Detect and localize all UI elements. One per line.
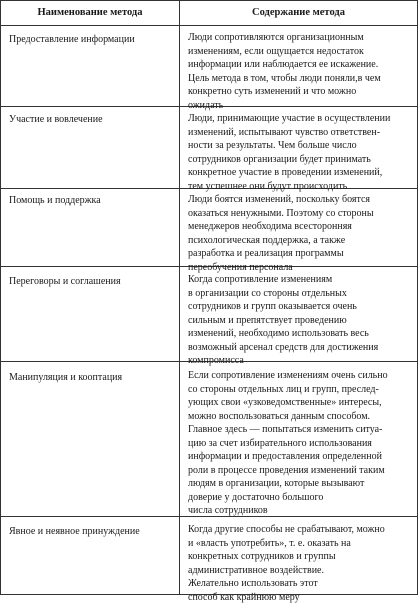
method-name: Манипуляция и кооптация — [9, 371, 175, 384]
method-name: Участие и вовлечение — [9, 113, 175, 126]
description-line: цию за счет избирательного использования — [188, 437, 414, 451]
description-line: конкретное участие в проведении изменений, — [188, 166, 414, 180]
method-name: Помощь и поддержка — [9, 194, 175, 207]
column-divider — [179, 1, 180, 594]
description-line: и «власть употребить», т. е. оказать на — [188, 537, 414, 551]
method-name: Переговоры и соглашения — [9, 275, 175, 288]
description-line: административное воздействие. — [188, 564, 414, 578]
description-line: компромисса — [188, 354, 414, 368]
description-line: Цель метода в том, чтобы люди поняли,в чем — [188, 72, 414, 86]
description-line: Главное здесь — попытаться изменить ситуа- — [188, 423, 414, 437]
method-description — [188, 193, 414, 274]
description-line: людям в организации, которые вызывают — [188, 477, 414, 491]
header-content: Содержание метода — [180, 1, 417, 25]
description-line: Люди сопротивляются организационным — [188, 31, 414, 45]
description-line: информации и предоставления определенной — [188, 450, 414, 464]
description-line: изменений, испытывают чувство ответствен- — [188, 126, 414, 140]
table-header — [1, 1, 417, 25]
header-method: Наименование метода — [1, 1, 179, 25]
description-line: способ как крайнюю меру — [188, 591, 414, 604]
description-line: Люди, принимающие участие в осуществлении — [188, 112, 414, 126]
method-name: Предоставление информации — [9, 33, 175, 46]
description-line: возможный арсенал средств для достижения — [188, 341, 414, 355]
description-line: оказаться ненужными. Поэтому со стороны — [188, 207, 414, 221]
method-description — [188, 112, 414, 193]
description-line: ующих свои «узковедомственные» интересы, — [188, 396, 414, 410]
description-line: психологическая поддержка, а также — [188, 234, 414, 248]
description-line: изменений, необходимо использовать весь — [188, 327, 414, 341]
description-line: Желательно использовать этот — [188, 577, 414, 591]
description-line: Когда другие способы не срабатывают, можно — [188, 523, 414, 537]
method-description — [188, 273, 414, 368]
description-line: в организации со стороны отдельных — [188, 287, 414, 301]
method-description — [188, 31, 414, 112]
description-line: изменениям, если ощущается недостаток — [188, 45, 414, 59]
description-line: ности за результаты. Чем больше число — [188, 139, 414, 153]
description-line: сотрудников и групп оказывается очень — [188, 300, 414, 314]
description-line: доверие у достаточно большого — [188, 491, 414, 505]
description-line: сотрудников организации будет принимать — [188, 153, 414, 167]
description-line: Люди боятся изменений, поскольку боятся — [188, 193, 414, 207]
method-description — [188, 523, 414, 604]
description-line: сильным и препятствует проведению — [188, 314, 414, 328]
description-line: разработка и реализация программы — [188, 247, 414, 261]
description-line: роли в процессе проведения изменений таким — [188, 464, 414, 478]
description-line: Если сопротивление изменениям очень сильно — [188, 369, 414, 383]
description-line: Когда сопротивление изменениям — [188, 273, 414, 287]
description-line: переобучения персонала — [188, 261, 414, 275]
row-divider — [1, 25, 417, 26]
description-line: тем успешнее они будут происходить — [188, 180, 414, 194]
description-line: ожидать — [188, 99, 414, 113]
description-line: информации или наблюдается ее искажение. — [188, 58, 414, 72]
description-line: со стороны отдельных лиц и групп, преслед- — [188, 383, 414, 397]
description-line: числа сотрудников — [188, 504, 414, 518]
description-line: конкретно суть изменений и что можно — [188, 85, 414, 99]
method-name: Явное и неявное принуждение — [9, 525, 175, 538]
description-line: менеджеров необходима всесторонняя — [188, 220, 414, 234]
method-description — [188, 369, 414, 518]
description-line: можно воспользоваться данным способом. — [188, 410, 414, 424]
description-line: конкретных сотрудников и группы — [188, 550, 414, 564]
